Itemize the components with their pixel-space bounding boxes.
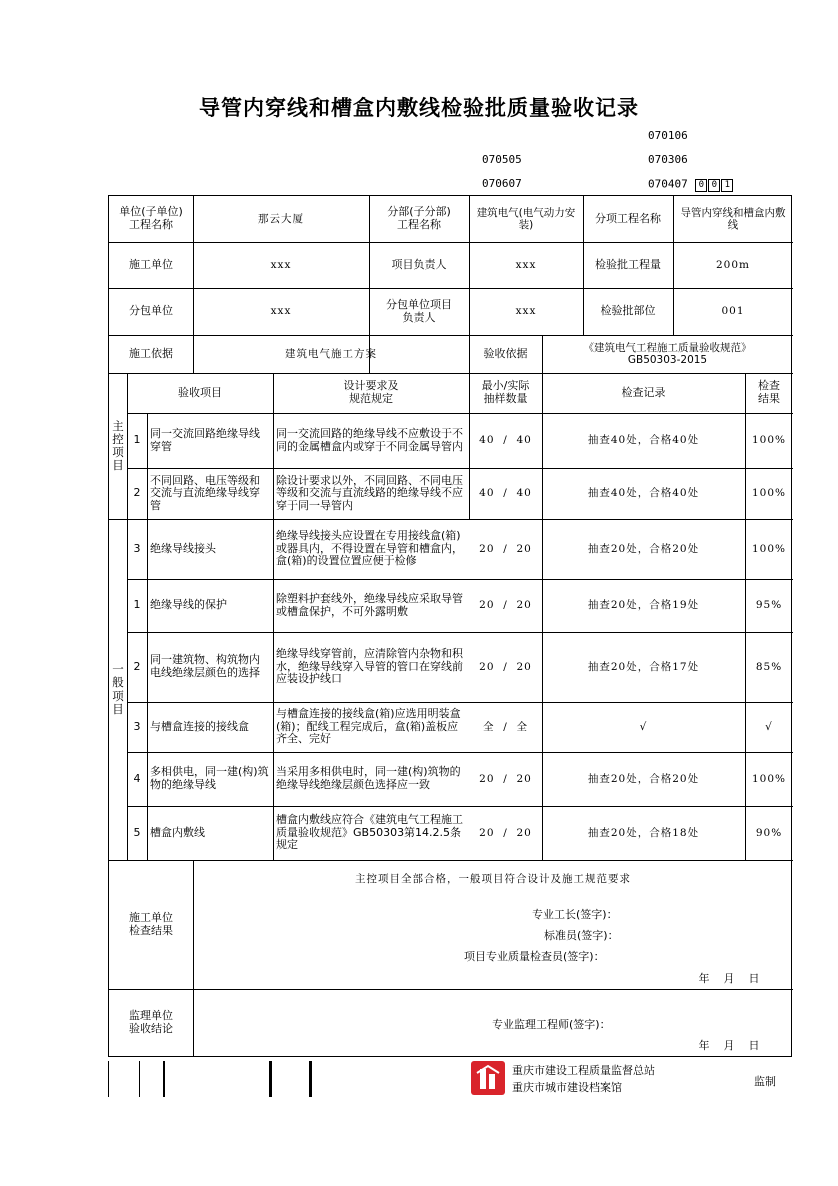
item-requirement: 槽盒内敷线应符合《建筑电气工程施工质量验收规范》GB50303第14.2.5条规定: [276, 813, 463, 852]
item-result[interactable]: 100%: [751, 434, 787, 447]
item-record[interactable]: 抽查20处，合格19处: [587, 599, 700, 612]
item-no: 2: [133, 486, 141, 500]
sample-actual: 20: [516, 599, 532, 612]
batch-part-label: 检验批部位: [600, 304, 656, 318]
inspector-sign[interactable]: 项目专业质量检查员(签字)：: [464, 949, 605, 963]
item-no: 4: [133, 771, 141, 785]
item-result[interactable]: 95%: [755, 599, 783, 612]
sub-name-label: 分项工程名称: [595, 211, 661, 225]
builder-date[interactable]: 年 月 日: [698, 971, 760, 985]
subcontract-label: 分包单位: [129, 304, 173, 318]
code-070106: 070106: [648, 129, 688, 142]
sample-min: 全: [483, 720, 495, 733]
item-name: 槽盒内敷线: [150, 825, 205, 839]
sample-actual: 40: [516, 434, 532, 447]
item-requirement: 与槽盒连接的接线盒(箱)应选用明装盒(箱)；配线工程完成后，盒(箱)盖板应齐全、完好: [276, 707, 461, 746]
col-sample: 最小/实际 抽样数量: [481, 379, 530, 405]
general-item-label: 一 般 项 目: [112, 662, 124, 716]
item-sample[interactable]: [469, 806, 542, 860]
org-names: [512, 1062, 655, 1096]
batch-qty-value[interactable]: 200m: [716, 258, 750, 271]
sample-actual: 20: [516, 826, 532, 839]
basis-value[interactable]: 建筑电气施工方案: [285, 347, 377, 360]
item-name: 与槽盒连接的接线盒: [150, 719, 249, 733]
col-result: 检查 结果: [758, 379, 780, 405]
sample-min: 20: [479, 826, 495, 839]
pm-value[interactable]: xxx: [515, 258, 537, 271]
sub-pm-value[interactable]: xxx: [515, 305, 537, 318]
barcode-graphic: [108, 1061, 406, 1097]
item-requirement: 除塑料护套线外，绝缘导线应采取导管或槽盒保护，不可外露明敷: [276, 591, 463, 618]
barcode-bar: [139, 1061, 140, 1097]
item-record[interactable]: 抽查20处，合格20处: [587, 772, 700, 785]
item-record[interactable]: 抽查40处，合格40处: [587, 434, 700, 447]
item-name: 同一交流回路绝缘导线穿管: [150, 426, 260, 453]
item-sample[interactable]: [469, 413, 542, 468]
item-no: 1: [133, 433, 141, 447]
code-070407: [648, 177, 733, 192]
item-result[interactable]: 85%: [755, 660, 783, 673]
item-result[interactable]: 100%: [751, 487, 787, 500]
item-record[interactable]: √: [639, 720, 648, 733]
sample-actual: 20: [516, 660, 532, 673]
item-no: 5: [133, 825, 141, 839]
barcode-bar: [108, 1061, 109, 1097]
part-name-label: 分部(子分部) 工程名称: [387, 205, 451, 231]
item-sample[interactable]: [469, 632, 542, 702]
sample-separator: /: [494, 772, 517, 785]
item-requirement: 除设计要求以外，不同回路、不同电压等级和交流与直流线路的绝缘导线不应穿于同一导管内: [276, 473, 463, 512]
page-title: 导管内穿线和槽盒内敷线检验批质量验收记录: [199, 96, 639, 120]
col-design: 设计要求及 规范规定: [343, 379, 399, 405]
item-result[interactable]: √: [765, 720, 773, 733]
unit-name-value[interactable]: 那云大厦: [258, 212, 304, 225]
part-name-value[interactable]: 建筑电气(电气动力安装): [476, 206, 576, 231]
col-item: 验收项目: [178, 385, 222, 399]
item-result[interactable]: 100%: [751, 542, 787, 555]
sample-min: 40: [479, 434, 495, 447]
supervisor-date[interactable]: 年 月 日: [698, 1038, 760, 1052]
sample-separator: /: [494, 660, 517, 673]
item-name: 绝缘导线的保护: [150, 598, 227, 612]
standard-sign[interactable]: 标准员(签字)：: [544, 928, 619, 942]
item-name: 多相供电，同一建(构)筑物的绝缘导线: [150, 765, 269, 791]
pm-label: 项目负责人: [391, 257, 447, 271]
item-record[interactable]: 抽查20处，合格20处: [587, 542, 700, 555]
sub-pm-label: 分包单位项目 负责人: [386, 297, 452, 324]
item-requirement: 绝缘导线接头应设置在专用接线盒(箱)或器具内，不得设置在导管和槽盒内，盒(箱)的设置位置应便于检修: [276, 529, 463, 568]
serial-digit[interactable]: 0: [695, 179, 707, 192]
item-requirement: 绝缘导线穿管前，应清除管内杂物和积水，绝缘导线穿入导管的管口在穿线前应装设护线口: [276, 647, 463, 686]
supervisor-check-label: 监理单位 验收结论: [129, 1009, 173, 1035]
barcode-bar: [269, 1061, 272, 1097]
serial-number-boxes: [694, 177, 733, 192]
org-archives: 重庆市城市建设档案馆: [512, 1081, 622, 1094]
serial-digit[interactable]: 1: [721, 179, 733, 192]
item-no: 2: [133, 659, 141, 673]
jianzhi-label: 监制: [754, 1075, 776, 1088]
serial-digit[interactable]: 0: [708, 179, 720, 192]
sample-min: 40: [479, 487, 495, 500]
basis-label: 施工依据: [129, 346, 173, 360]
sample-min: 20: [479, 772, 495, 785]
code-070306: 070306: [648, 153, 688, 166]
accept-basis-value[interactable]: 《建筑电气工程施工质量验收规范》 GB50303-2015: [583, 341, 752, 366]
item-record[interactable]: 抽查40处，合格40处: [587, 487, 700, 500]
col-record: 检查记录: [621, 385, 666, 399]
sample-actual: 全: [516, 720, 528, 733]
sample-separator: /: [494, 487, 517, 500]
item-requirement: 同一交流回路的绝缘导线不应敷设于不同的金属槽盒内或穿于不同金属导管内: [276, 426, 463, 453]
sample-actual: 20: [516, 542, 532, 555]
supervisor-sign[interactable]: 专业监理工程师(签字)：: [492, 1017, 611, 1031]
code-070607: 070607: [482, 177, 522, 190]
item-sample[interactable]: [469, 519, 542, 579]
batch-part-value[interactable]: 001: [721, 305, 745, 318]
subcontract-value[interactable]: xxx: [270, 305, 292, 318]
sample-min: 20: [479, 542, 495, 555]
sample-separator: /: [494, 720, 517, 733]
item-name: 绝缘导线接头: [150, 541, 216, 555]
main-control-label: 主 控 项 目: [112, 418, 124, 473]
sample-separator: /: [494, 599, 517, 612]
accept-basis-label: 验收依据: [483, 346, 528, 360]
inspection-sheet: [108, 195, 792, 1057]
item-sample[interactable]: [469, 579, 542, 632]
code-070407-text: 070407: [648, 177, 688, 191]
item-no: 3: [133, 719, 141, 733]
sample-separator: /: [494, 434, 517, 447]
logo-icon: [471, 1061, 505, 1095]
sample-separator: /: [494, 542, 517, 555]
item-no: 3: [133, 541, 141, 555]
item-sample[interactable]: [469, 468, 542, 519]
barcode-bar: [163, 1061, 165, 1097]
item-sample[interactable]: [469, 702, 542, 752]
sample-actual: 20: [516, 772, 532, 785]
org-supervision-station: 重庆市建设工程质量监督总站: [512, 1064, 655, 1077]
builder-conclusion[interactable]: 主控项目全部合格，一般项目符合设计及施工规范要求: [355, 872, 631, 885]
batch-qty-label: 检验批工程量: [595, 257, 661, 271]
item-result[interactable]: 100%: [751, 772, 787, 785]
item-no: 1: [133, 598, 141, 612]
foreman-sign[interactable]: 专业工长(签字)：: [532, 907, 618, 921]
sub-name-value[interactable]: 导管内穿线和槽盒内敷线: [680, 206, 786, 231]
sample-separator: /: [494, 826, 517, 839]
sample-min: 20: [479, 660, 495, 673]
unit-name-label: 单位(子单位) 工程名称: [119, 205, 183, 231]
item-requirement: 当采用多相供电时，同一建(构)筑物的绝缘导线绝缘层颜色选择应一致: [276, 765, 461, 791]
code-070505: 070505: [482, 153, 522, 166]
builder-value[interactable]: xxx: [270, 258, 292, 271]
sample-min: 20: [479, 599, 495, 612]
item-result[interactable]: 90%: [755, 826, 783, 839]
builder-check-label: 施工单位 检查结果: [129, 910, 173, 937]
sample-actual: 40: [516, 487, 532, 500]
item-record[interactable]: 抽查20处，合格18处: [587, 826, 700, 839]
barcode-bar: [309, 1061, 312, 1097]
item-name: 不同回路、电压等级和交流与直流绝缘导线穿管: [150, 473, 260, 512]
item-name: 同一建筑物、构筑物内电线绝缘层颜色的选择: [150, 653, 260, 679]
item-record[interactable]: 抽查20处，合格17处: [587, 660, 700, 673]
item-sample[interactable]: [469, 752, 542, 806]
builder-label: 施工单位: [129, 257, 173, 271]
